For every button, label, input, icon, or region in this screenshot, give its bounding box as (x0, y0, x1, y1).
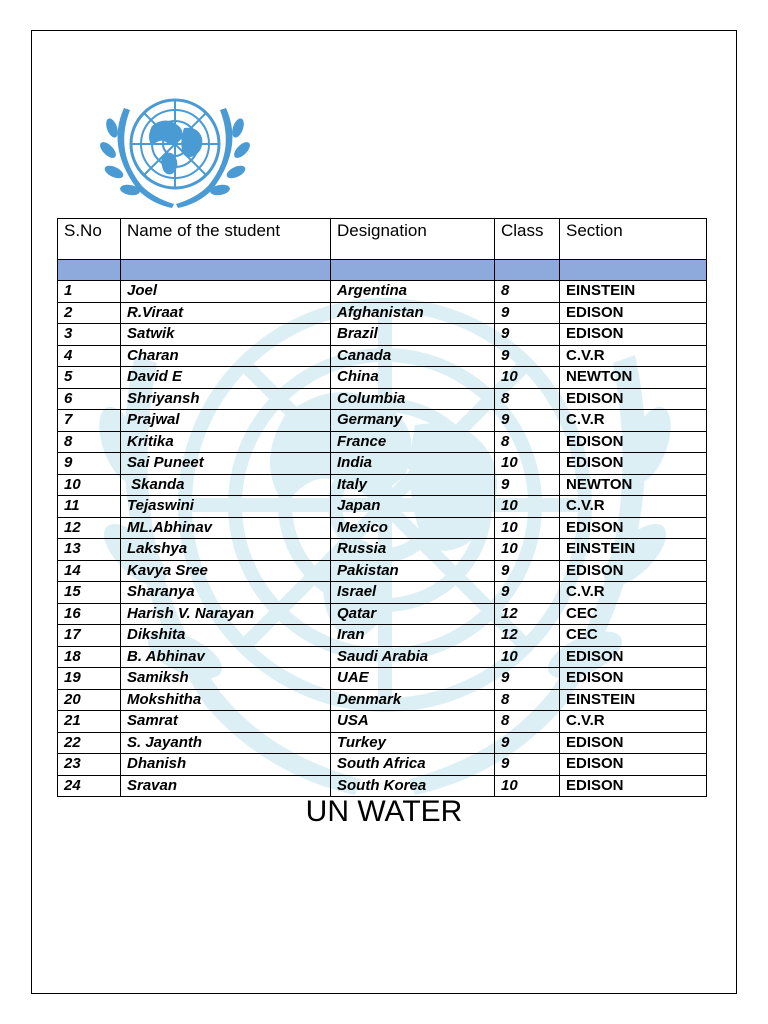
cell-class: 8 (495, 711, 560, 733)
cell-designation: Denmark (331, 689, 495, 711)
table-row (58, 775, 707, 797)
cell-sno: 2 (58, 302, 121, 324)
cell-name: Harish V. Narayan (121, 603, 331, 625)
cell-sno: 14 (58, 560, 121, 582)
cell-section: C.V.R (560, 345, 707, 367)
table-row (58, 517, 707, 539)
cell-class: 9 (495, 668, 560, 690)
cell-sno: 16 (58, 603, 121, 625)
cell-sno: 11 (58, 496, 121, 518)
cell-sno: 3 (58, 324, 121, 346)
cell-designation: Columbia (331, 388, 495, 410)
cell-section: C.V.R (560, 496, 707, 518)
cell-sno: 4 (58, 345, 121, 367)
cell-designation: Russia (331, 539, 495, 561)
cell-class: 9 (495, 302, 560, 324)
cell-sno: 5 (58, 367, 121, 389)
cell-class: 10 (495, 539, 560, 561)
table-header-row (58, 219, 707, 260)
cell-class: 12 (495, 603, 560, 625)
cell-designation: South Africa (331, 754, 495, 776)
un-emblem-icon (94, 88, 256, 212)
cell-sno: 19 (58, 668, 121, 690)
table-row (58, 345, 707, 367)
cell-name: Dhanish (121, 754, 331, 776)
table-row (58, 582, 707, 604)
cell-class: 10 (495, 367, 560, 389)
band-cell (121, 260, 331, 281)
cell-name: Mokshitha (121, 689, 331, 711)
cell-designation: Germany (331, 410, 495, 432)
cell-class: 9 (495, 754, 560, 776)
cell-class: 8 (495, 388, 560, 410)
cell-name: Samrat (121, 711, 331, 733)
header-section: Section (560, 219, 707, 260)
cell-designation: Italy (331, 474, 495, 496)
cell-section: EDISON (560, 517, 707, 539)
cell-designation: Mexico (331, 517, 495, 539)
cell-sno: 7 (58, 410, 121, 432)
cell-name: Charan (121, 345, 331, 367)
cell-class: 8 (495, 689, 560, 711)
table-row (58, 453, 707, 475)
cell-designation: Pakistan (331, 560, 495, 582)
cell-section: C.V.R (560, 410, 707, 432)
cell-sno: 20 (58, 689, 121, 711)
table-row (58, 410, 707, 432)
cell-class: 9 (495, 410, 560, 432)
table-row (58, 324, 707, 346)
student-roster-table (57, 218, 707, 797)
cell-section: EDISON (560, 668, 707, 690)
cell-designation: Iran (331, 625, 495, 647)
table-row (58, 625, 707, 647)
cell-section: EDISON (560, 646, 707, 668)
cell-section: EDISON (560, 388, 707, 410)
cell-designation: Japan (331, 496, 495, 518)
cell-class: 10 (495, 453, 560, 475)
cell-section: EDISON (560, 560, 707, 582)
cell-section: EDISON (560, 453, 707, 475)
cell-sno: 21 (58, 711, 121, 733)
cell-name: Prajwal (121, 410, 331, 432)
cell-section: NEWTON (560, 474, 707, 496)
table-row (58, 474, 707, 496)
cell-class: 10 (495, 646, 560, 668)
table-row (58, 388, 707, 410)
cell-name: David E (121, 367, 331, 389)
cell-sno: 10 (58, 474, 121, 496)
cell-class: 8 (495, 281, 560, 303)
band-cell (560, 260, 707, 281)
cell-name: R.Viraat (121, 302, 331, 324)
cell-designation: USA (331, 711, 495, 733)
cell-section: EDISON (560, 754, 707, 776)
cell-name: Sharanya (121, 582, 331, 604)
table-row (58, 732, 707, 754)
cell-class: 10 (495, 775, 560, 797)
cell-class: 9 (495, 324, 560, 346)
cell-sno: 18 (58, 646, 121, 668)
cell-section: NEWTON (560, 367, 707, 389)
cell-name: Shriyansh (121, 388, 331, 410)
cell-name: Satwik (121, 324, 331, 346)
table-row (58, 560, 707, 582)
cell-section: EDISON (560, 302, 707, 324)
cell-class: 9 (495, 474, 560, 496)
header-class: Class (495, 219, 560, 260)
cell-class: 9 (495, 582, 560, 604)
cell-name: Kavya Sree (121, 560, 331, 582)
cell-sno: 13 (58, 539, 121, 561)
cell-name: ML.Abhinav (121, 517, 331, 539)
cell-sno: 22 (58, 732, 121, 754)
cell-section: EINSTEIN (560, 689, 707, 711)
header-designation: Designation (331, 219, 495, 260)
table-row (58, 754, 707, 776)
cell-section: EDISON (560, 732, 707, 754)
cell-designation: UAE (331, 668, 495, 690)
cell-name: S. Jayanth (121, 732, 331, 754)
cell-sno: 9 (58, 453, 121, 475)
table-row (58, 668, 707, 690)
table-row (58, 689, 707, 711)
cell-section: EDISON (560, 431, 707, 453)
header-name: Name of the student (121, 219, 331, 260)
cell-sno: 6 (58, 388, 121, 410)
cell-section: EDISON (560, 324, 707, 346)
cell-name: Samiksh (121, 668, 331, 690)
band-cell (58, 260, 121, 281)
cell-sno: 24 (58, 775, 121, 797)
cell-designation: Canada (331, 345, 495, 367)
cell-section: EDISON (560, 775, 707, 797)
cell-sno: 1 (58, 281, 121, 303)
cell-class: 10 (495, 517, 560, 539)
cell-name: Dikshita (121, 625, 331, 647)
cell-designation: Qatar (331, 603, 495, 625)
cell-section: EINSTEIN (560, 539, 707, 561)
cell-name: B. Abhinav (121, 646, 331, 668)
cell-name: Kritika (121, 431, 331, 453)
cell-class: 9 (495, 732, 560, 754)
cell-sno: 15 (58, 582, 121, 604)
table-row (58, 539, 707, 561)
cell-name: Sai Puneet (121, 453, 331, 475)
footer-title: UN WATER (305, 795, 463, 828)
table-row (58, 302, 707, 324)
header-sno: S.No (58, 219, 121, 260)
cell-designation: Afghanistan (331, 302, 495, 324)
cell-section: EINSTEIN (560, 281, 707, 303)
table-row (58, 431, 707, 453)
cell-designation: Argentina (331, 281, 495, 303)
table-row (58, 646, 707, 668)
cell-designation: Saudi Arabia (331, 646, 495, 668)
table-row (58, 281, 707, 303)
cell-designation: Israel (331, 582, 495, 604)
cell-section: CEC (560, 625, 707, 647)
cell-designation: France (331, 431, 495, 453)
table-row (58, 367, 707, 389)
cell-designation: Turkey (331, 732, 495, 754)
header-band-row (58, 260, 707, 281)
table-row (58, 496, 707, 518)
cell-designation: Brazil (331, 324, 495, 346)
cell-designation: China (331, 367, 495, 389)
cell-name: Joel (121, 281, 331, 303)
cell-class: 9 (495, 560, 560, 582)
cell-class: 9 (495, 345, 560, 367)
cell-designation: India (331, 453, 495, 475)
cell-section: CEC (560, 603, 707, 625)
table-row (58, 603, 707, 625)
cell-name: Skanda (121, 474, 331, 496)
cell-sno: 17 (58, 625, 121, 647)
cell-class: 10 (495, 496, 560, 518)
cell-sno: 8 (58, 431, 121, 453)
cell-designation: South Korea (331, 775, 495, 797)
cell-sno: 23 (58, 754, 121, 776)
cell-name: Tejaswini (121, 496, 331, 518)
band-cell (495, 260, 560, 281)
cell-class: 8 (495, 431, 560, 453)
cell-class: 12 (495, 625, 560, 647)
cell-name: Sravan (121, 775, 331, 797)
band-cell (331, 260, 495, 281)
cell-sno: 12 (58, 517, 121, 539)
cell-name: Lakshya (121, 539, 331, 561)
cell-section: C.V.R (560, 711, 707, 733)
cell-section: C.V.R (560, 582, 707, 604)
table-row (58, 711, 707, 733)
